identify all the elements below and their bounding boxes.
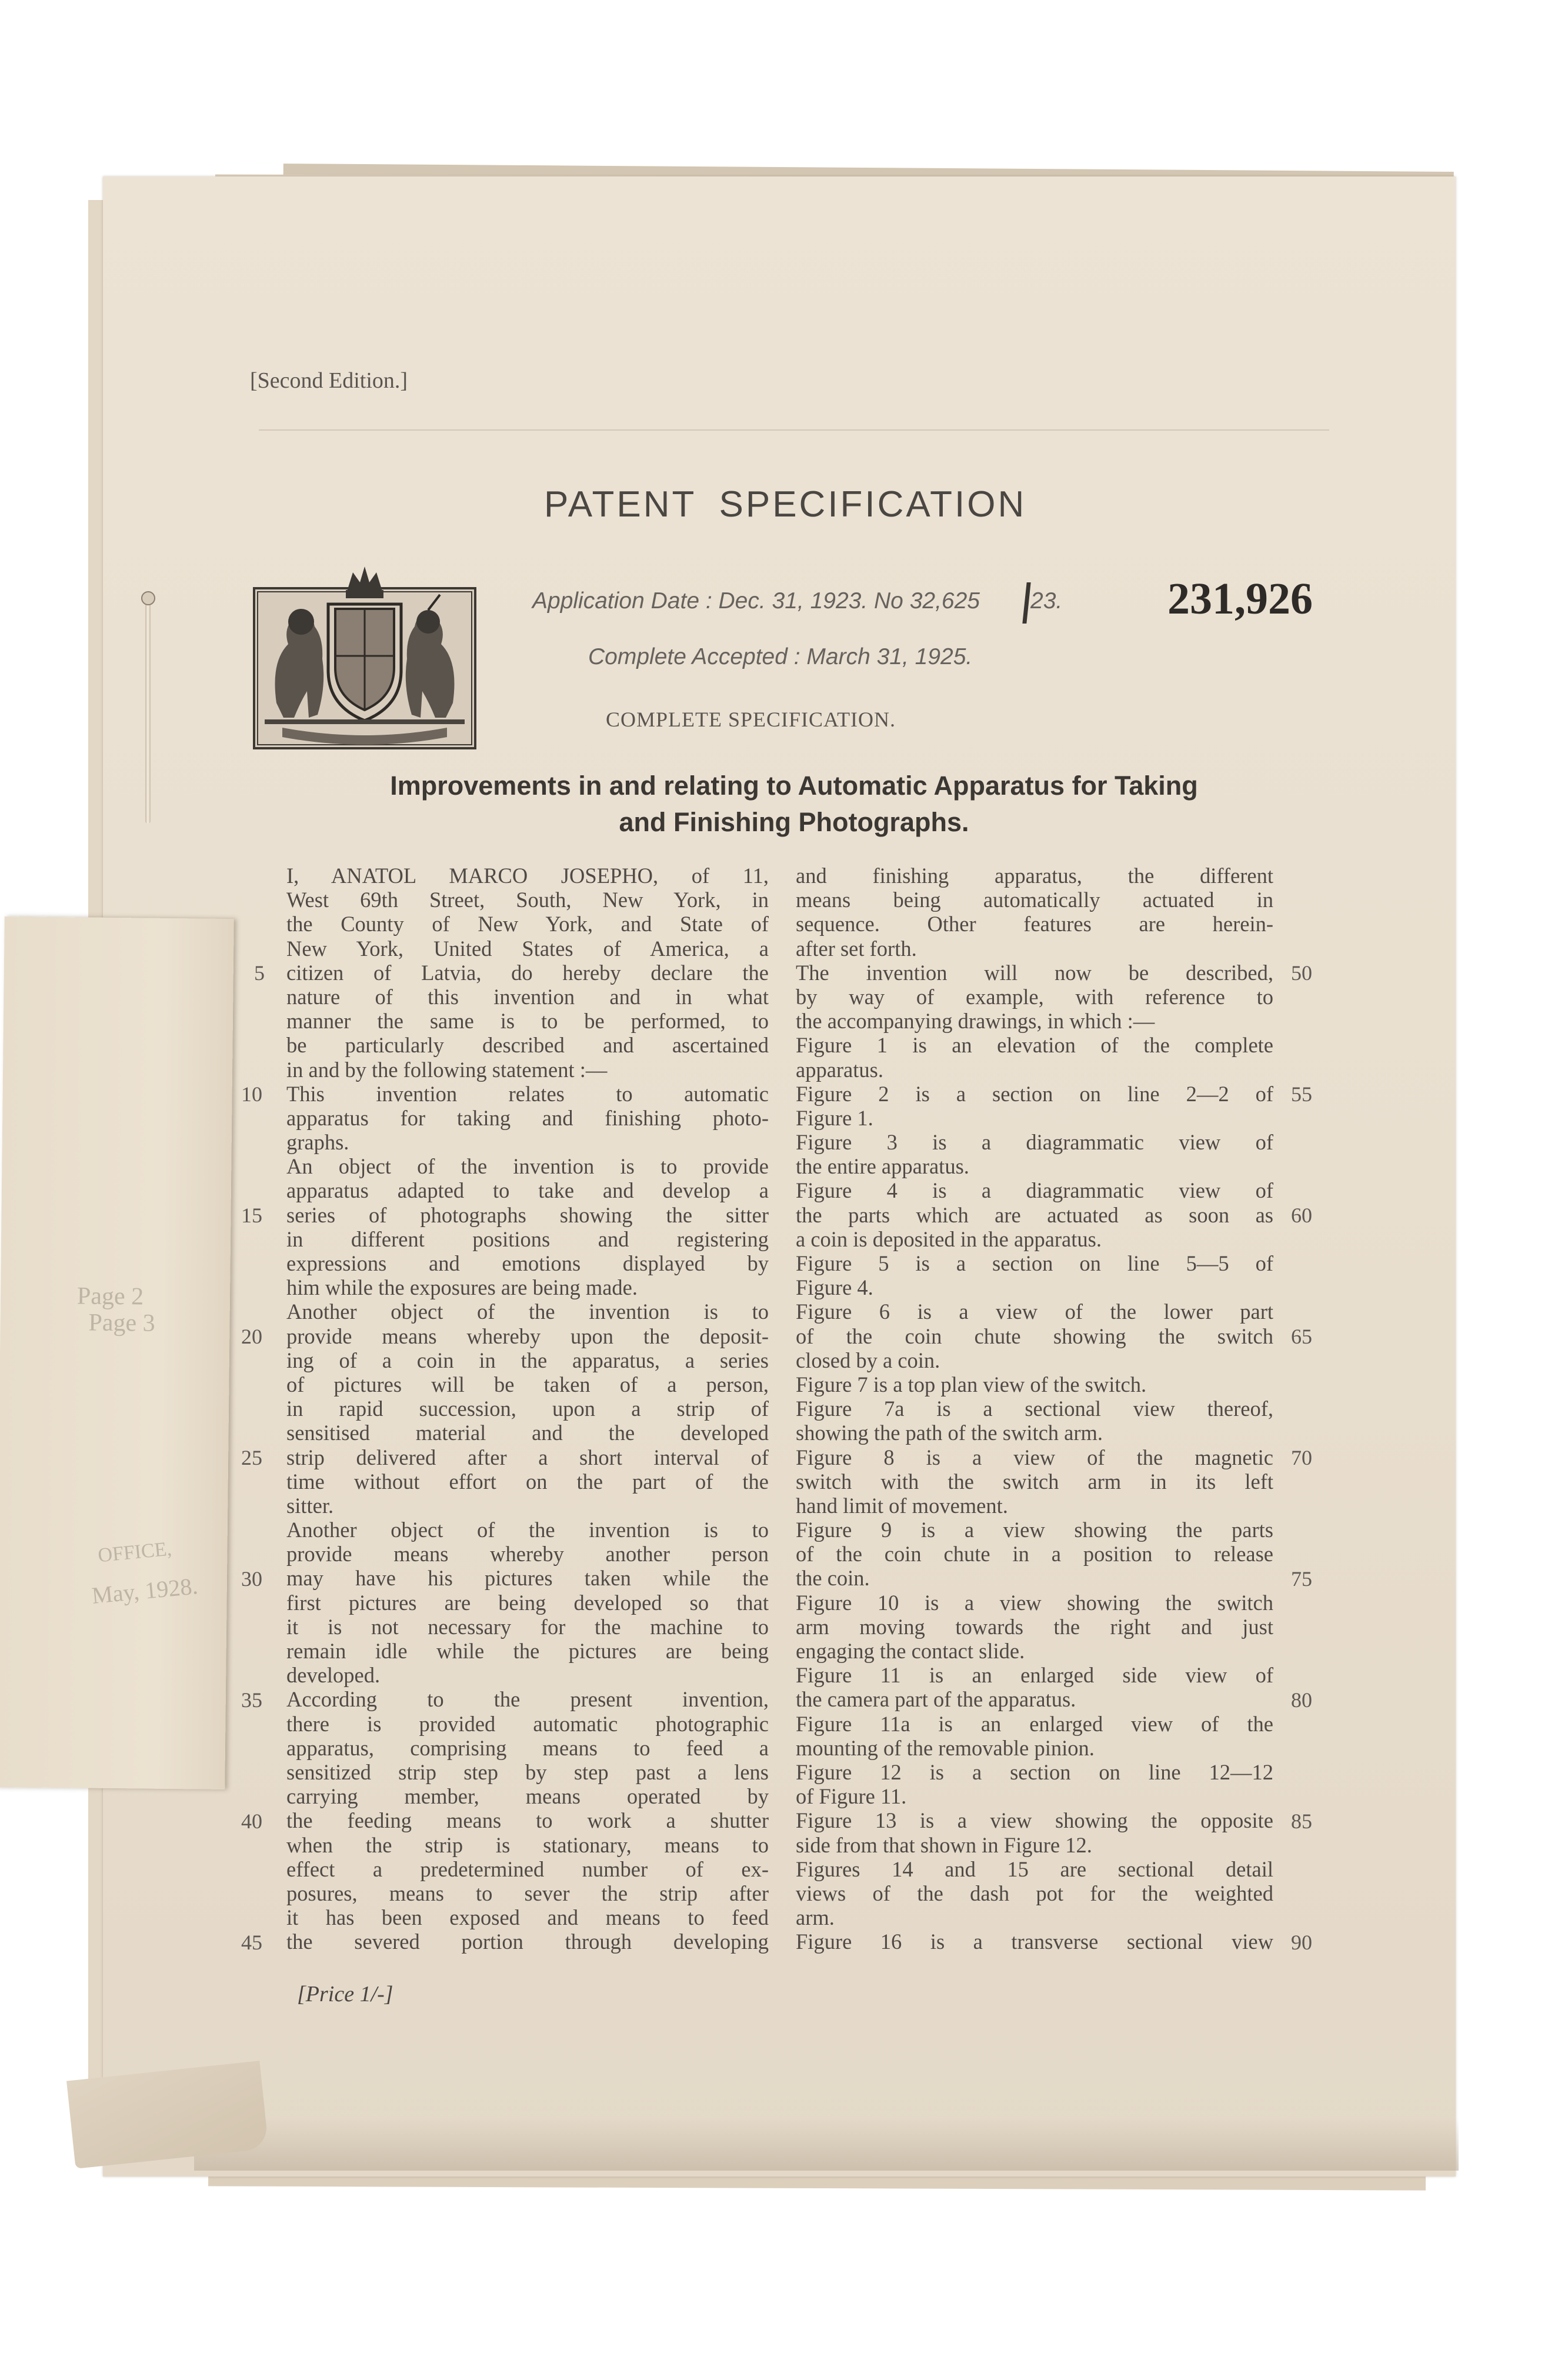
text-line: Figure 7 is a top plan view of the switch. xyxy=(796,1372,1147,1397)
text-line: in and by the following statement :— xyxy=(286,1057,608,1082)
text-line: Another object of the invention is to xyxy=(286,1299,769,1324)
text-line: the accompanying drawings, in which :— xyxy=(796,1009,1155,1034)
text-line: Figure 4. xyxy=(796,1275,873,1300)
text-line: there is provided automatic photographic xyxy=(286,1711,769,1736)
text-line: in rapid succession, upon a strip of xyxy=(286,1397,769,1421)
page-edge-shadow xyxy=(194,2118,1459,2171)
text-line: Figure 1 is an elevation of the complete xyxy=(796,1033,1273,1058)
text-line: developed. xyxy=(286,1663,381,1688)
text-line: remain idle while the pictures are being xyxy=(286,1639,769,1663)
text-line: arm. xyxy=(796,1905,835,1930)
text-line: Figure 11a is an enlarged view of the xyxy=(796,1711,1273,1736)
text-line: apparatus for taking and finishing photo- xyxy=(286,1105,769,1130)
invention-title-line: Improvements in and relating to Automatic Apparatus for Taking xyxy=(390,771,1198,801)
text-line: expressions and emotions displayed by xyxy=(286,1251,769,1275)
page-title: PATENT SPECIFICATION xyxy=(544,484,1027,525)
text-line: of the coin chute showing the switch xyxy=(796,1324,1273,1348)
text-line: side from that shown in Figure 12. xyxy=(796,1832,1092,1857)
slip-ghost-text: Page 3 xyxy=(88,1309,155,1337)
text-line: citizen of Latvia, do hereby declare the xyxy=(286,960,769,985)
text-line: time without effort on the part of the xyxy=(286,1469,769,1494)
line-number: 75 xyxy=(1291,1567,1312,1591)
text-line: Figure 6 is a view of the lower part xyxy=(796,1299,1273,1324)
text-line: of pictures will be taken of a person, xyxy=(286,1372,769,1397)
text-line: Figure 1. xyxy=(796,1105,873,1130)
text-line: This invention relates to automatic xyxy=(286,1081,769,1106)
text-line: effect a predetermined number of ex- xyxy=(286,1857,769,1881)
line-number: 25 xyxy=(241,1445,262,1469)
text-line: provide means whereby upon the deposit- xyxy=(286,1324,769,1348)
price-label xyxy=(297,1981,393,2007)
line-number: 90 xyxy=(1291,1930,1312,1954)
text-line: Figure 10 is a view showing the switch xyxy=(796,1590,1273,1615)
complete-accepted-date: Complete Accepted : March 31, 1925. xyxy=(588,644,973,669)
line-number: 55 xyxy=(1291,1082,1312,1106)
text-line: I, ANATOL MARCO JOSEPHO, of 11, xyxy=(286,864,769,888)
text-line: the entire apparatus. xyxy=(796,1154,969,1179)
invention-title xyxy=(247,768,1341,841)
text-line: it is not necessary for the machine to xyxy=(286,1614,769,1639)
text-line: the severed portion through developing xyxy=(286,1929,769,1954)
right-text-column xyxy=(796,864,1273,1954)
text-line: a coin is deposited in the apparatus. xyxy=(796,1227,1102,1251)
text-line: switch with the switch arm in its left xyxy=(796,1469,1273,1494)
text-line: views of the dash pot for the weighted xyxy=(796,1881,1273,1905)
text-line: An object of the invention is to provide xyxy=(286,1154,769,1179)
text-line: Figure 13 is a view showing the opposite xyxy=(796,1808,1273,1833)
text-line: mounting of the removable pinion. xyxy=(796,1735,1095,1760)
text-line: apparatus, comprising means to feed a xyxy=(286,1735,769,1760)
slip-ghost-text: Page 2 xyxy=(76,1282,144,1311)
text-line: posures, means to sever the strip after xyxy=(286,1881,769,1905)
text-line: by way of example, with reference to xyxy=(796,984,1273,1009)
text-line: carrying member, means operated by xyxy=(286,1784,769,1809)
text-line: Another object of the invention is to xyxy=(286,1518,769,1542)
text-line: engaging the contact slide. xyxy=(796,1639,1025,1663)
text-line: West 69th Street, South, New York, in xyxy=(286,888,769,912)
text-line: Figure 11 is an enlarged side view of xyxy=(796,1663,1273,1688)
text-line: hand limit of movement. xyxy=(796,1493,1008,1518)
header-divider xyxy=(259,429,1329,431)
text-line: Figure 12 is a section on line 12—12 xyxy=(796,1759,1273,1784)
text-line: sitter. xyxy=(286,1493,334,1518)
text-line: arm moving towards the right and just xyxy=(796,1614,1273,1639)
text-line: apparatus adapted to take and develop a xyxy=(286,1178,769,1203)
text-line: closed by a coin. xyxy=(796,1348,940,1372)
text-line: ing of a coin in the apparatus, a series xyxy=(286,1348,769,1372)
text-line: Figure 2 is a section on line 2—2 of xyxy=(796,1081,1273,1106)
line-number: 5 xyxy=(254,961,265,985)
line-number: 60 xyxy=(1291,1203,1312,1227)
application-date: Application Date : Dec. 31, 1923. No 32,625 xyxy=(532,588,980,614)
line-number: 70 xyxy=(1291,1445,1312,1469)
text-line: first pictures are being developed so that xyxy=(286,1590,769,1615)
text-line: the County of New York, and State of xyxy=(286,912,769,936)
text-line: Figure 5 is a section on line 5—5 of xyxy=(796,1251,1273,1275)
line-number: 15 xyxy=(241,1203,262,1227)
slip-ghost-text: OFFICE, xyxy=(96,1538,173,1567)
edition-label: [Second Edition.] xyxy=(250,368,408,393)
text-line: sequence. Other features are herein- xyxy=(796,912,1273,936)
text-line: Figure 7a is a sectional view thereof, xyxy=(796,1397,1273,1421)
text-line: it has been exposed and means to feed xyxy=(286,1905,769,1930)
text-line: the parts which are actuated as soon as xyxy=(796,1202,1273,1227)
line-number: 35 xyxy=(241,1688,262,1712)
text-line: of Figure 11. xyxy=(796,1784,907,1809)
line-number: 10 xyxy=(241,1082,262,1106)
line-number: 40 xyxy=(241,1809,262,1833)
application-year-suffix: 23. xyxy=(1030,588,1063,614)
text-line: strip delivered after a short interval of xyxy=(286,1445,769,1469)
invention-title-line: and Finishing Photographs. xyxy=(619,807,969,837)
line-number: 65 xyxy=(1291,1324,1312,1348)
line-number: 80 xyxy=(1291,1688,1312,1712)
text-line: may have his pictures taken while the xyxy=(286,1566,769,1591)
text-line: when the strip is stationary, means to xyxy=(286,1832,769,1857)
line-number: 20 xyxy=(241,1324,262,1348)
text-line: Figure 3 is a diagrammatic view of xyxy=(796,1130,1273,1155)
text-line: manner the same is to be performed, to xyxy=(286,1009,769,1034)
text-line: The invention will now be described, xyxy=(796,960,1273,985)
text-line: and finishing apparatus, the different xyxy=(796,864,1273,888)
attached-slip xyxy=(0,916,234,1789)
text-line: in different positions and registering xyxy=(286,1227,769,1251)
text-line: According to the present invention, xyxy=(286,1687,769,1712)
slip-ghost-text: May, 1928. xyxy=(91,1572,199,1609)
line-number: 45 xyxy=(241,1930,262,1954)
line-number: 30 xyxy=(241,1567,262,1591)
specification-type: COMPLETE SPECIFICATION. xyxy=(606,708,896,731)
patent-number: 231,926 xyxy=(1167,574,1313,624)
text-line: showing the path of the switch arm. xyxy=(796,1421,1103,1445)
text-line: the feeding means to work a shutter xyxy=(286,1808,769,1833)
text-line: Figure 9 is a view showing the parts xyxy=(796,1518,1273,1542)
text-line: nature of this invention and in what xyxy=(286,984,769,1009)
line-number: 50 xyxy=(1291,961,1312,985)
text-line: be particularly described and ascertained xyxy=(286,1033,769,1058)
staple-hole-icon xyxy=(141,591,155,605)
text-line: provide means whereby another person xyxy=(286,1542,769,1567)
price-text: [Price 1/-] xyxy=(297,1982,393,2007)
text-line: sensitised material and the developed xyxy=(286,1421,769,1445)
text-line: Figure 8 is a view of the magnetic xyxy=(796,1445,1273,1469)
binding-strip xyxy=(145,600,151,824)
text-line: Figure 4 is a diagrammatic view of xyxy=(796,1178,1273,1203)
text-line: of the coin chute in a position to release xyxy=(796,1542,1273,1567)
line-number: 85 xyxy=(1291,1809,1312,1833)
text-line: sensitized strip step by step past a lens xyxy=(286,1759,769,1784)
text-line: after set forth. xyxy=(796,936,917,961)
text-line: series of photographs showing the sitter xyxy=(286,1202,769,1227)
text-line: New York, United States of America, a xyxy=(286,936,769,961)
text-line: means being automatically actuated in xyxy=(796,888,1273,912)
text-line: Figures 14 and 15 are sectional detail xyxy=(796,1857,1273,1881)
royal-coat-of-arms-icon xyxy=(253,556,476,750)
text-line: graphs. xyxy=(286,1130,349,1155)
text-line: apparatus. xyxy=(796,1057,883,1082)
text-line: the coin. xyxy=(796,1566,870,1591)
left-text-column xyxy=(286,864,769,1954)
text-line: the camera part of the apparatus. xyxy=(796,1687,1076,1712)
text-line: him while the exposures are being made. xyxy=(286,1275,638,1300)
text-line: Figure 16 is a transverse sectional view xyxy=(796,1929,1273,1954)
